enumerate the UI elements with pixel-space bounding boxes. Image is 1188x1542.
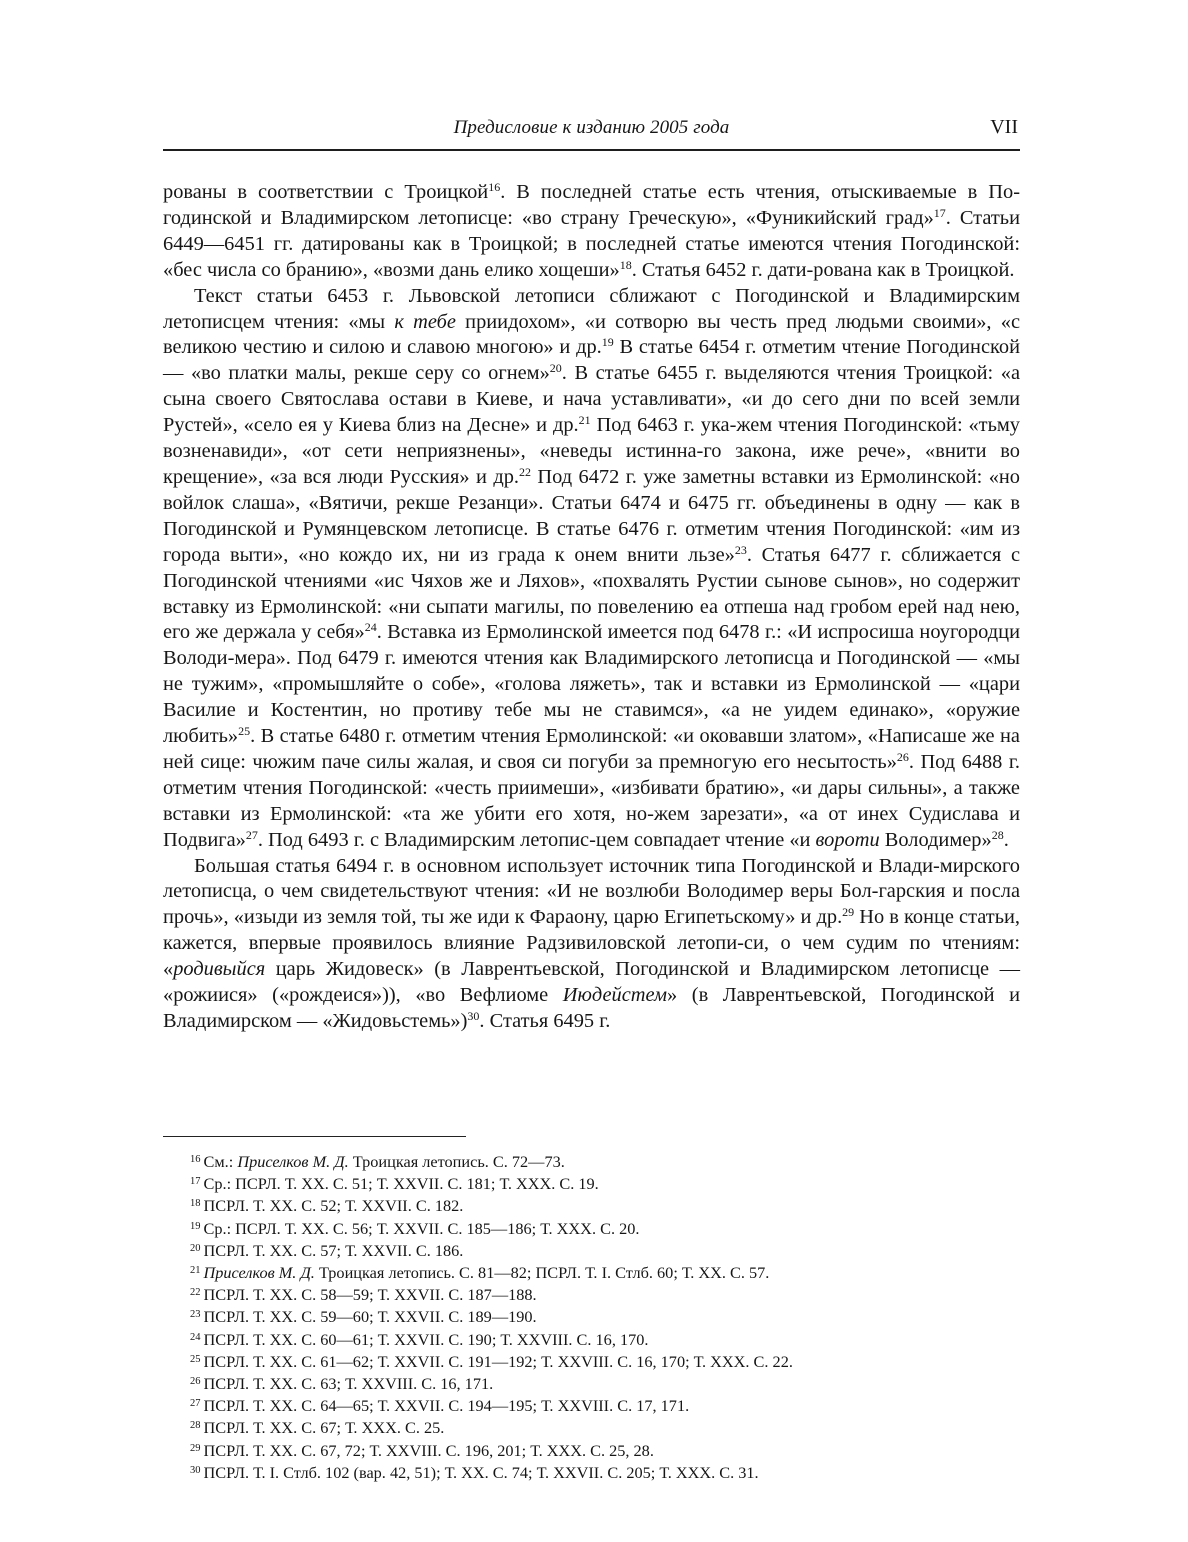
footnote-ref-20: 20 bbox=[549, 361, 562, 376]
paragraph-2: Текст статьи 6453 г. Львовской летописи сближают с Погодинской и Владимирским летописцем чтения: «мы к тебе приидохом», «и сотворю вы честь пред людьми своими», «с великою честию и силою и славою многою» и др.$^{19}$ В статье 6454 г. отметим чтение Погодинской — «во платки малы, рекше серу со огнем»$^{20}$. В статье 6455 г. выделяются чтения Троицкой: «а сына своего Святослава остави в Киеве, и нача уставливати», «и до сего дни по всей земли Рустей», «село ея у Киева близ на Десне» и др.$^{21}$ Под 6463 г. ука-жем чтения Погодинской: «тьму возненавиди», «от сети неприязнены», «неведы истинна-го закона, иже рече», «внити во крещение», «за вся люди Русския» и др.$^{22}$ Под 6472 г. уже заметны вставки из Ермолинской: «но войлок слаша», «Вятичи, рекше Резанци». Статьи 6474 и 6475 гг. объединены в одну — как в Погодинской и Румянцевском летописце. В статье 6476 г. отметим чтения Погодинской: «им из города выти», «но кождо их, ни из града к онем внити льзе»$^{23}$. Статья 6477 г. сближается с Погодинской чтениями «ис Чяхов же и Ляхов», «похвалять Рустии сынове сынов», но содержит вставку из Ермолинской: «ни сыпати магилы, по повелению еа отпеша над гробом ерей над нею, его же держала у себя»$^{24}$. Вставка из Ермолинской имеется под 6478 г.: «И испросиша ноугородци Володи-мера». Под 6479 г. имеются чтения как Владимирского летописца и Погодинской — «мы не тужим», «промышляйте о собе», «голова ляжеть», так и вставки из Ермолинской — «цари Василие и Костентин, но противу тебе мы не ставимся», «а не уидем единако», «оружие любить»$^{25}$. В статье 6480 г. отметим чтения Ермолинской: «и оковавши златом», «Написаше же на ней сице: чюжим паче силы жалая, и своя си погуби за премногую его несытость»$^{26}$. Под 6488 г. отметим чтения Погодинской: «честь приимеши», «избивати братию», «и дары сильны», а также вставки из Ермолинской: «та же убити его хотя, но-жем зарезати», «а от инех Судислава и Подвига»$^{27}$. Под 6493 г. с Владимирским летопис-цем совпадает чтение «и вороти Володимер»$^{28}$. bbox=[163, 284, 1020, 851]
footnote-ref-19: 19 bbox=[601, 335, 614, 350]
footnote: $^{18}$ ПСРЛ. Т. XX. С. 52; Т. XXVII. С. 182. bbox=[190, 1196, 464, 1216]
footnote-separator bbox=[163, 1136, 466, 1137]
footnote-ref-26: 26 bbox=[896, 749, 909, 764]
footnote: $^{16}$ См.: Приселков М. Д. Троицкая летопись. С. 72—73. bbox=[190, 1152, 565, 1171]
footnote-ref-17: 17 bbox=[933, 205, 946, 220]
footnote: $^{28}$ ПСРЛ. Т. XX. С. 67; Т. XXX. С. 25. bbox=[190, 1418, 445, 1438]
footnote-ref-18: 18 bbox=[619, 257, 632, 272]
footnote: $^{26}$ ПСРЛ. Т. XX. С. 63; Т. XXVIII. С. 16, 171. bbox=[190, 1374, 494, 1394]
footnote: $^{27}$ ПСРЛ. Т. XX. С. 64—65; Т. XXVII. С. 194—195; Т. XXVIII. С. 17, 171. bbox=[190, 1396, 690, 1416]
italic-phrase: вороти bbox=[815, 828, 880, 851]
footnote-ref-16: 16 bbox=[488, 180, 501, 194]
footnote: $^{20}$ ПСРЛ. Т. XX. С. 57; Т. XXVII. С. 186. bbox=[190, 1240, 464, 1260]
italic-phrase: к тебе bbox=[394, 310, 456, 333]
footnote: $^{24}$ ПСРЛ. Т. XX. С. 60—61; Т. XXVII. С. 190; Т. XXVIII. С. 16, 170. bbox=[190, 1329, 649, 1349]
footnote-ref-27: 27 bbox=[245, 827, 258, 842]
page-number: VII bbox=[990, 116, 1018, 138]
footnote-ref-22: 22 bbox=[519, 464, 531, 479]
footnote: $^{23}$ ПСРЛ. Т. XX. С. 59—60; Т. XXVII. С. 189—190. bbox=[190, 1307, 537, 1327]
italic-phrase: родивыйся bbox=[173, 958, 266, 981]
footnote: $^{29}$ ПСРЛ. Т. XX. С. 67, 72; Т. XXVIII. С. 196, 201; Т. XXX. С. 25, 28. bbox=[190, 1440, 654, 1460]
footnotes-list bbox=[190, 1150, 1020, 1483]
footnote-ref-21: 21 bbox=[578, 413, 591, 428]
footnote: $^{30}$ ПСРЛ. Т. I. Стлб. 102 (вар. 42, 51); Т. XX. С. 74; Т. XXVII. С. 205; Т. XXX. С. 31. bbox=[190, 1462, 759, 1482]
footnote-ref-24: 24 bbox=[364, 620, 377, 635]
main-text bbox=[163, 180, 1020, 1035]
italic-phrase: Июдейстем bbox=[562, 984, 668, 1007]
running-header bbox=[163, 113, 1020, 151]
footnote-ref-29: 29 bbox=[842, 905, 855, 920]
paragraph-3: Большая статья 6494 г. в основном использует источник типа Погодинской и Влади-мирского летописца, о чем свидетельствуют чтения: «И не возлюби Володимер веры Бол-гарския и посла прочь», «изыди из земля той, ты же иди к Фараону, царю Египетьскому» и др.$^{29}$ Но в конце статьи, кажется, впервые проявилось влияние Радзивиловской летопи-си, о чем судим по чтениям: «родивыйся царь Жидовеск» (в Лаврентьевской, Погодинской и Владимирском летописце — «рожиися» («рождеися»)), «во Вефлиоме Июдейстем» (в Лаврентьевской, Погодинской и Владимирском — «Жидовьстемь»)$^{30}$. Статья 6495 г. bbox=[163, 854, 1021, 1032]
running-title: Предисловие к изданию 2005 года bbox=[453, 117, 730, 138]
footnote: $^{17}$ Ср.: ПСРЛ. Т. XX. С. 51; Т. XXVII. С. 181; Т. XXX. С. 19. bbox=[190, 1174, 599, 1194]
footnote-ref-30: 30 bbox=[467, 1009, 480, 1023]
footnote-ref-23: 23 bbox=[734, 542, 747, 557]
paragraph-1: рованы в соответствии с Троицкой$^{16}$. В последней статье есть чтения, отыскиваемые в По-годинской и Владимирском летописце: «во страну Греческую», «Фуникийский град»$^{17}$. Статьи 6449—6451 гг. датированы как в Троицкой; в последней статье имеются чтения Погодинской: «бес числа со бранию», «возми дань елико хощеши»$^{18}$. Статья 6452 г. дати-рована как в Троицкой. bbox=[163, 180, 1020, 281]
footnote: $^{25}$ ПСРЛ. Т. XX. С. 61—62; Т. XXVII. С. 191—192; Т. XXVIII. С. 16, 170; Т. XXX. С. 22. bbox=[190, 1351, 793, 1371]
footnote: $^{19}$ Ср.: ПСРЛ. Т. XX. С. 56; Т. XXVII. С. 185—186; Т. XXX. С. 20. bbox=[190, 1218, 640, 1238]
footnote: $^{22}$ ПСРЛ. Т. XX. С. 58—59; Т. XXVII. С. 187—188. bbox=[190, 1285, 537, 1305]
footnote: $^{21}$ Приселков М. Д. Троицкая летопись. С. 81—82; ПСРЛ. Т. I. Стлб. 60; Т. XX. С. 57. bbox=[190, 1263, 770, 1283]
footnote-ref-28: 28 bbox=[991, 827, 1004, 842]
footnote-ref-25: 25 bbox=[238, 724, 251, 739]
